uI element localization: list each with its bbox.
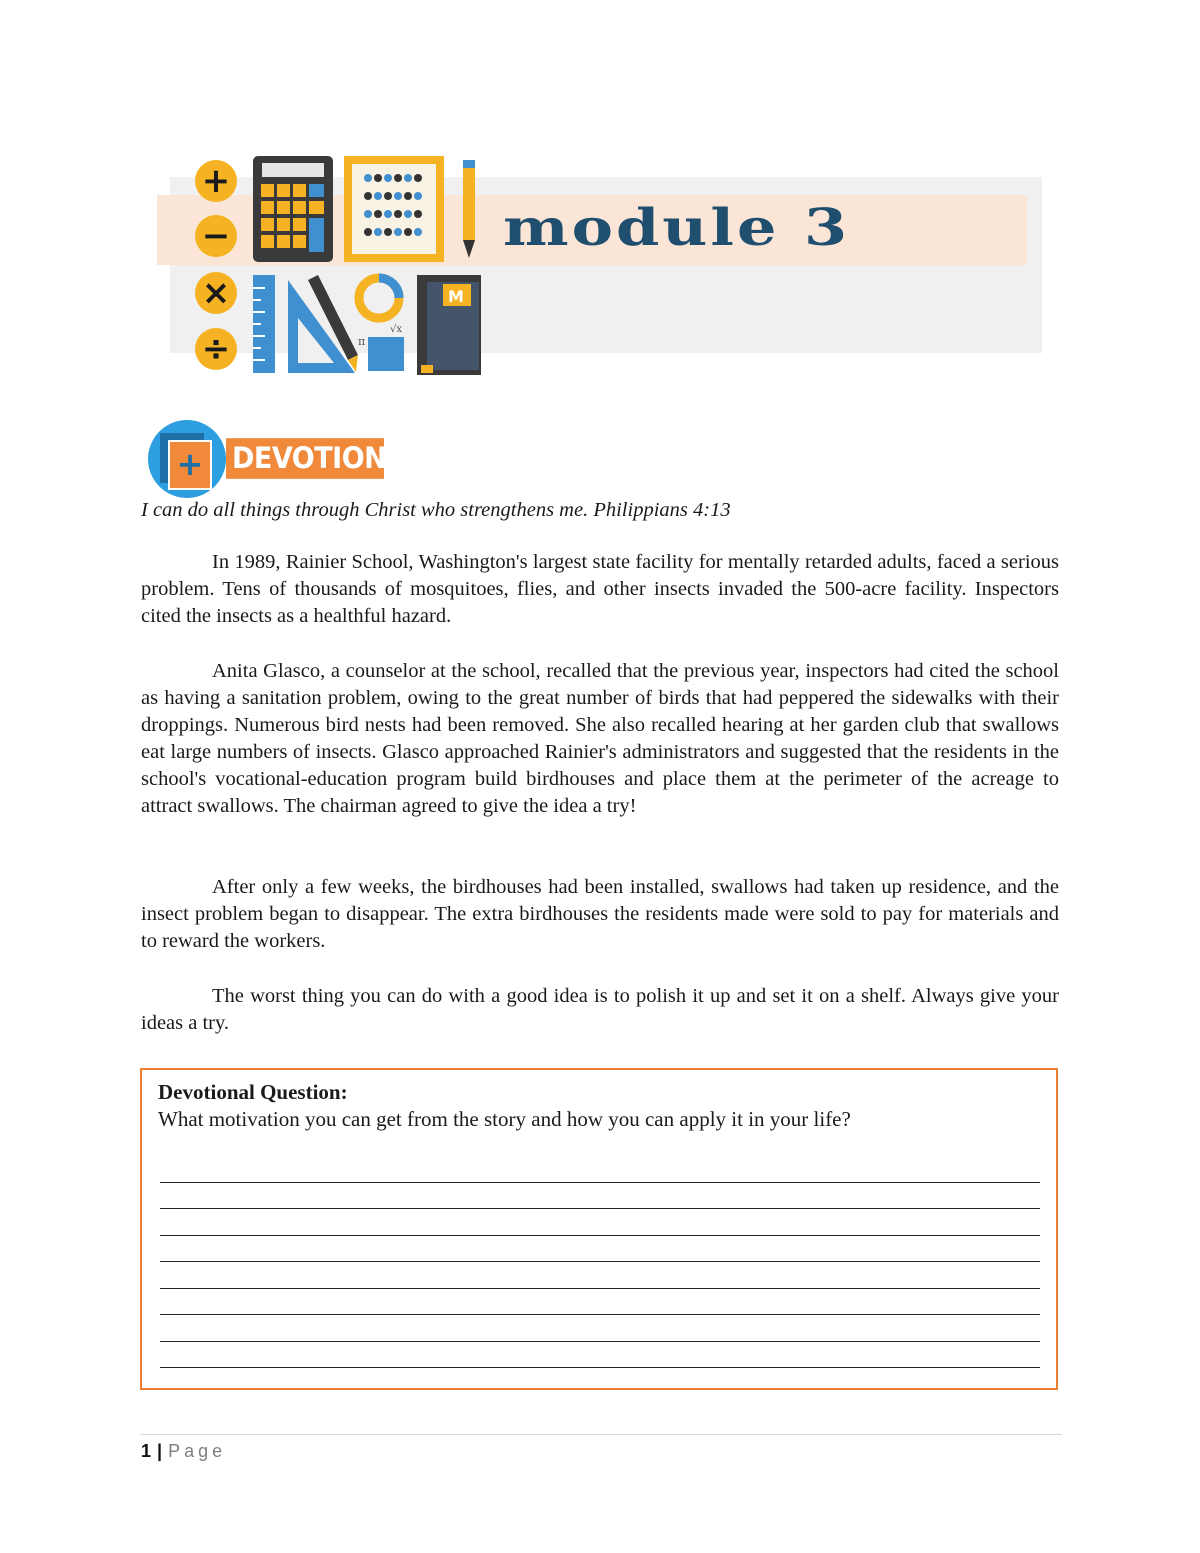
divide-icon: ÷ (195, 328, 237, 370)
story-paragraph-4: The worst thing you can do with a good idea is to polish it up and set it on a shelf. Always give your ideas a try. (141, 985, 1059, 1034)
page-word: Page (168, 1441, 227, 1461)
svg-text:π: π (358, 335, 366, 348)
footer-divider (140, 1434, 1062, 1435)
devotional-label: DEVOTIONAL (226, 438, 384, 479)
answer-lines[interactable] (160, 1156, 1040, 1368)
story-paragraph-2: Anita Glasco, a counselor at the school, recalled that the previous year, inspectors had cited the school as having a sanitation problem, owing to the great number of birds that had peppered the sidewalks with their droppings. Numerous bird nests had been removed. She also recalled hearing at her garden club that swallows eat large numbers of insects. Glasco approached Rainier's administrators and suggested that the residents in the school's vocational-education program build birdhouses and place them at the perimeter of the acreage to attract swallows. The chairman agreed to give the idea a try! (141, 660, 1059, 817)
story-paragraph-3: After only a few weeks, the birdhouses had been installed, swallows had taken up residence, and the insect problem began to disappear. The extra birdhouses the residents made were sold to pay for materials and to reward the workers. (141, 876, 1059, 952)
answer-line[interactable] (160, 1315, 1040, 1342)
plus-icon: + (195, 160, 237, 202)
devotional-question-box (140, 1068, 1058, 1390)
page-number: 1 (141, 1441, 152, 1461)
multiply-icon: × (195, 272, 237, 314)
answer-line[interactable] (160, 1289, 1040, 1316)
abacus-icon (344, 156, 444, 262)
page-separator: | (157, 1441, 163, 1461)
answer-line[interactable] (160, 1209, 1040, 1236)
question-title: Devotional Question: (158, 1080, 348, 1104)
question-text: What motivation you can get from the story and how you can apply it in your life? (158, 1107, 851, 1131)
answer-line[interactable] (160, 1262, 1040, 1289)
pencil-icon (463, 160, 475, 258)
answer-line[interactable] (160, 1183, 1040, 1210)
page-footer (141, 1438, 226, 1464)
svg-text:M: M (448, 287, 464, 306)
ruler-icon (253, 275, 275, 373)
answer-line[interactable] (160, 1156, 1040, 1183)
protractor-icon (358, 278, 404, 371)
answer-line[interactable] (160, 1342, 1040, 1369)
answer-line[interactable] (160, 1236, 1040, 1263)
bible-verse: I can do all things through Christ who strengthens me. Philippians 4:13 (141, 499, 731, 521)
math-book-icon (417, 275, 481, 375)
minus-icon: − (195, 215, 237, 257)
plus-book-icon: + (168, 440, 212, 490)
story-paragraph-1: In 1989, Rainier School, Washington's largest state facility for mentally retarded adults, faced a serious problem. Tens of thousands of mosquitoes, flies, and other insects invaded the 500-acre facility. Inspectors cited the insects as a healthful hazard. (141, 551, 1059, 627)
module-banner (0, 0, 1200, 400)
module-title: module 3 (503, 197, 851, 258)
svg-text:√x: √x (390, 324, 403, 335)
calculator-icon (253, 156, 333, 262)
